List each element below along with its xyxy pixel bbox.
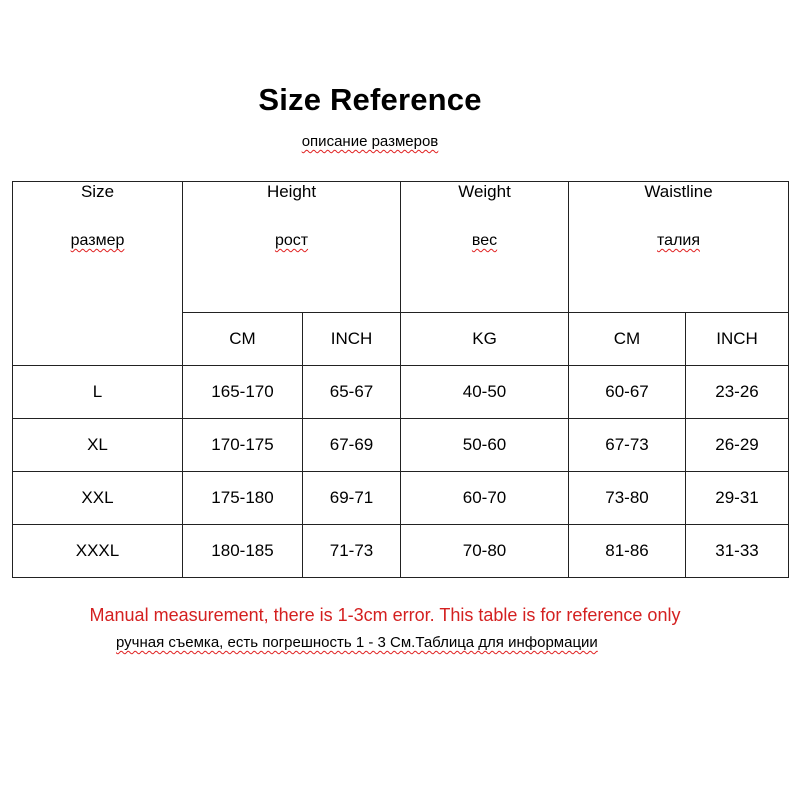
header-weight-ru: вес (471, 232, 498, 249)
cell-height-cm: 170-175 (183, 419, 303, 472)
table-row (13, 472, 789, 525)
table-row (13, 525, 789, 578)
header-size-en: Size (80, 182, 115, 201)
cell-size: XXXL (13, 525, 183, 578)
cell-height-cm: 180-185 (183, 525, 303, 578)
measurement-note-ru (116, 634, 598, 651)
size-table (12, 181, 789, 578)
measurement-note-ru-text: ручная съемка, есть погрешность 1 - 3 См.Таблица для информации (116, 634, 598, 651)
table-row (13, 419, 789, 472)
header-height-ru: рост (274, 232, 309, 249)
subtitle-text: описание размеров (301, 133, 439, 150)
cell-height-inch: 71-73 (303, 525, 401, 578)
header-height (183, 182, 401, 313)
header-weight (401, 182, 569, 313)
cell-size: L (13, 366, 183, 419)
cell-weight-kg: 70-80 (401, 525, 569, 578)
header-row (13, 182, 789, 313)
header-waist (569, 182, 789, 313)
header-height-en: Height (266, 182, 317, 201)
cell-height-cm: 165-170 (183, 366, 303, 419)
cell-size: XXL (13, 472, 183, 525)
unit-height-cm: CM (183, 313, 303, 366)
header-size (13, 182, 183, 366)
unit-weight-kg: KG (401, 313, 569, 366)
cell-weight-kg: 50-60 (401, 419, 569, 472)
cell-height-inch: 67-69 (303, 419, 401, 472)
cell-waist-cm: 73-80 (569, 472, 686, 525)
unit-waist-inch: INCH (686, 313, 789, 366)
unit-waist-cm: CM (569, 313, 686, 366)
cell-height-inch: 69-71 (303, 472, 401, 525)
cell-waist-inch: 29-31 (686, 472, 789, 525)
unit-height-inch: INCH (303, 313, 401, 366)
cell-waist-inch: 31-33 (686, 525, 789, 578)
page-title: Size Reference (258, 82, 482, 117)
cell-weight-kg: 60-70 (401, 472, 569, 525)
cell-height-inch: 65-67 (303, 366, 401, 419)
cell-weight-kg: 40-50 (401, 366, 569, 419)
measurement-note-en: Manual measurement, there is 1-3cm error. This table is for reference only (89, 605, 681, 625)
table-row (13, 366, 789, 419)
header-waist-en: Waistline (644, 182, 713, 201)
cell-waist-cm: 60-67 (569, 366, 686, 419)
cell-waist-cm: 67-73 (569, 419, 686, 472)
header-weight-en: Weight (458, 182, 511, 201)
cell-size: XL (13, 419, 183, 472)
page-subtitle (0, 133, 740, 150)
cell-waist-cm: 81-86 (569, 525, 686, 578)
cell-waist-inch: 26-29 (686, 419, 789, 472)
header-size-ru: размер (70, 232, 125, 249)
header-waist-ru: талия (657, 232, 700, 249)
cell-height-cm: 175-180 (183, 472, 303, 525)
cell-waist-inch: 23-26 (686, 366, 789, 419)
